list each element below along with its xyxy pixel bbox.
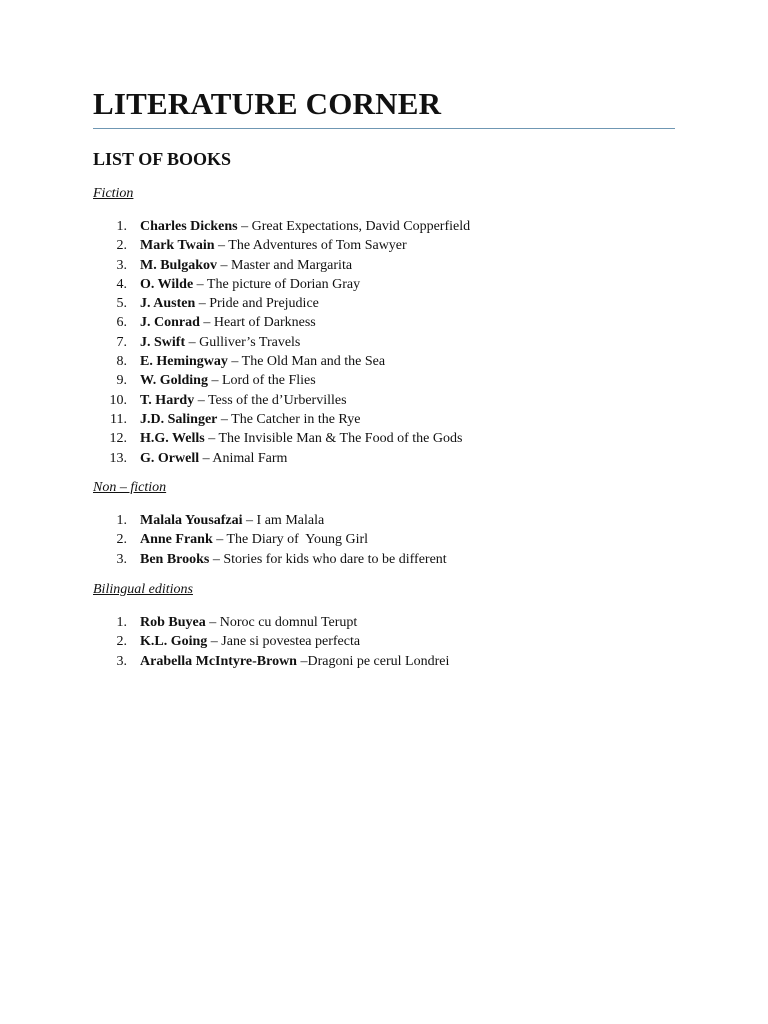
book-title: Stories for kids who dare to be different bbox=[223, 551, 447, 567]
book-title: Heart of Darkness bbox=[213, 315, 316, 331]
book-title: Gulliver’s Travels bbox=[199, 334, 301, 350]
separator: – bbox=[242, 513, 257, 528]
book-title: The picture of Dorian Gray bbox=[206, 276, 361, 292]
separator: – bbox=[199, 315, 214, 331]
book-author: J. Swift bbox=[140, 334, 186, 350]
book-title: Tess of the d’Urbervilles bbox=[207, 392, 347, 408]
category-fiction: Fiction bbox=[93, 186, 134, 201]
book-author: J.D. Salinger bbox=[140, 411, 218, 427]
book-author: M. Bulgakov bbox=[140, 257, 218, 273]
item-number: 3. bbox=[116, 551, 127, 567]
separator: – bbox=[195, 296, 210, 312]
item-number: 11. bbox=[110, 411, 127, 427]
book-author: Anne Frank bbox=[140, 532, 213, 548]
item-number: 13. bbox=[109, 450, 127, 466]
book-title: The Adventures of Tom Sawyer bbox=[228, 238, 407, 254]
book-author: Mark Twain bbox=[140, 238, 215, 254]
book-title: The Invisible Man & The Food of the Gods bbox=[218, 431, 463, 447]
book-author: W. Golding bbox=[140, 373, 208, 389]
separator: – bbox=[193, 276, 207, 292]
separator: – bbox=[237, 219, 252, 234]
separator: – bbox=[207, 634, 222, 650]
book-title: The Old Man and the Sea bbox=[241, 354, 386, 370]
separator: – bbox=[209, 551, 224, 567]
separator: – bbox=[212, 532, 227, 548]
separator: – bbox=[214, 238, 229, 254]
book-title: I am Malala bbox=[256, 513, 325, 528]
book-author: Ben Brooks bbox=[140, 551, 210, 567]
item-number: 4. bbox=[116, 276, 127, 292]
title-underline-rule bbox=[93, 128, 675, 129]
book-author: Arabella McIntyre-Brown bbox=[140, 653, 297, 669]
separator: – bbox=[199, 450, 213, 466]
separator: – bbox=[194, 392, 208, 408]
item-number: 2. bbox=[116, 634, 127, 650]
book-author: G. Orwell bbox=[140, 450, 200, 466]
separator: – bbox=[204, 431, 219, 447]
separator: – bbox=[217, 411, 232, 427]
section-heading: LIST OF BOOKS bbox=[93, 149, 232, 169]
book-title: Master and Margarita bbox=[231, 257, 353, 273]
separator: – bbox=[217, 257, 232, 273]
item-number: 3. bbox=[116, 653, 127, 669]
book-title: Noroc cu domnul Terupt bbox=[219, 615, 358, 630]
book-title: Lord of the Flies bbox=[221, 373, 316, 389]
item-number: 2. bbox=[116, 238, 127, 254]
item-number: 6. bbox=[116, 315, 127, 331]
book-title: Pride and Prejudice bbox=[209, 296, 319, 312]
book-title: The Diary of Young Girl bbox=[226, 532, 369, 548]
item-number: 9. bbox=[116, 373, 127, 389]
category-non-fiction: Non – fiction bbox=[93, 480, 167, 495]
item-number: 3. bbox=[116, 257, 127, 273]
book-author: E. Hemingway bbox=[140, 354, 228, 370]
item-number: 5. bbox=[116, 296, 127, 312]
separator: – bbox=[185, 334, 200, 350]
item-number: 10. bbox=[109, 392, 127, 408]
item-number: 2. bbox=[116, 532, 127, 548]
book-author: K.L. Going bbox=[140, 634, 208, 650]
separator: – bbox=[205, 615, 220, 630]
page-title: LITERATURE CORNER bbox=[93, 86, 442, 121]
item-number: 1. bbox=[116, 615, 127, 630]
book-author: Malala Yousafzai bbox=[140, 513, 243, 528]
book-title: Great Expectations, David Copperfield bbox=[251, 219, 471, 234]
book-title: The Catcher in the Rye bbox=[231, 411, 361, 427]
book-author: Charles Dickens bbox=[140, 219, 238, 234]
separator: – bbox=[227, 354, 242, 370]
book-author: T. Hardy bbox=[140, 392, 195, 408]
book-author: H.G. Wells bbox=[140, 431, 205, 447]
book-author: J. Conrad bbox=[140, 315, 200, 331]
book-title: Dragoni pe cerul Londrei bbox=[307, 653, 450, 669]
separator: – bbox=[207, 373, 222, 389]
book-author: O. Wilde bbox=[140, 276, 194, 292]
item-number: 1. bbox=[116, 513, 127, 528]
item-number: 7. bbox=[116, 334, 127, 350]
book-title: Animal Farm bbox=[212, 450, 288, 466]
item-number: 1. bbox=[116, 219, 127, 234]
category-bilingual-editions: Bilingual editions bbox=[93, 582, 193, 597]
book-author: J. Austen bbox=[140, 296, 196, 312]
separator: – bbox=[296, 653, 308, 669]
item-number: 8. bbox=[116, 354, 127, 370]
book-title: Jane si povestea perfecta bbox=[221, 634, 361, 650]
book-author: Rob Buyea bbox=[140, 615, 206, 630]
item-number: 12. bbox=[109, 431, 127, 447]
